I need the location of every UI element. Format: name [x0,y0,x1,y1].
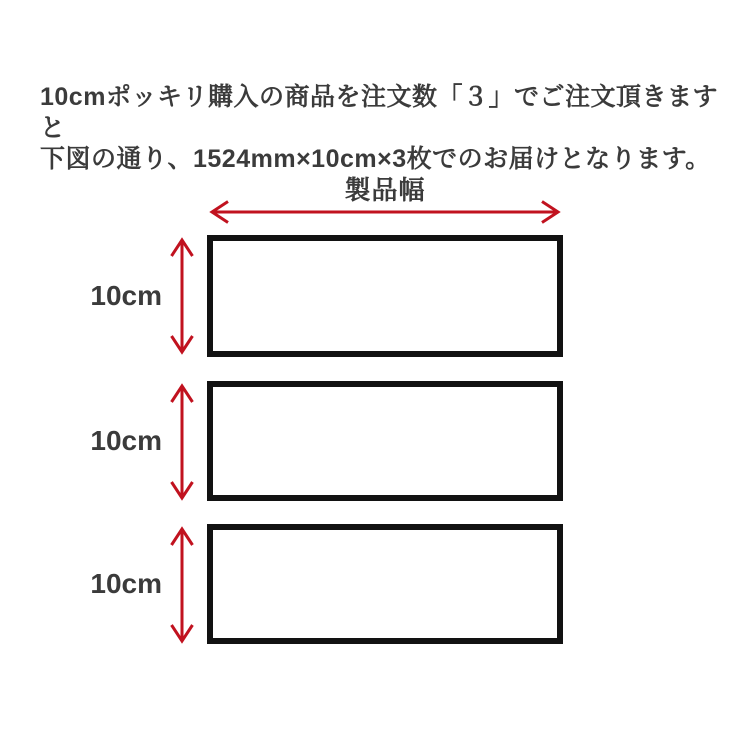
height-double-arrow-icon [167,523,197,647]
sheet-height-label: 10cm [90,568,162,599]
description-text [40,82,720,175]
sheet-height-label: 10cm [90,425,162,456]
sheet-rectangle [207,235,563,357]
sheet-rectangle [207,524,563,644]
height-double-arrow-icon [167,234,197,358]
width-double-arrow-icon [205,197,565,227]
sheet-height-label: 10cm [90,280,162,311]
description-line-2: 下図の通り、1524mm×10cm×3枚でのお届けとなります。 [40,145,711,173]
sheet-rectangle [207,381,563,501]
height-double-arrow-icon [167,380,197,504]
product-width-label: 製品幅 [344,175,426,205]
description-line-1: 10cmポッキリ購入の商品を注文数「３」でご注文頂きますと [40,83,718,142]
